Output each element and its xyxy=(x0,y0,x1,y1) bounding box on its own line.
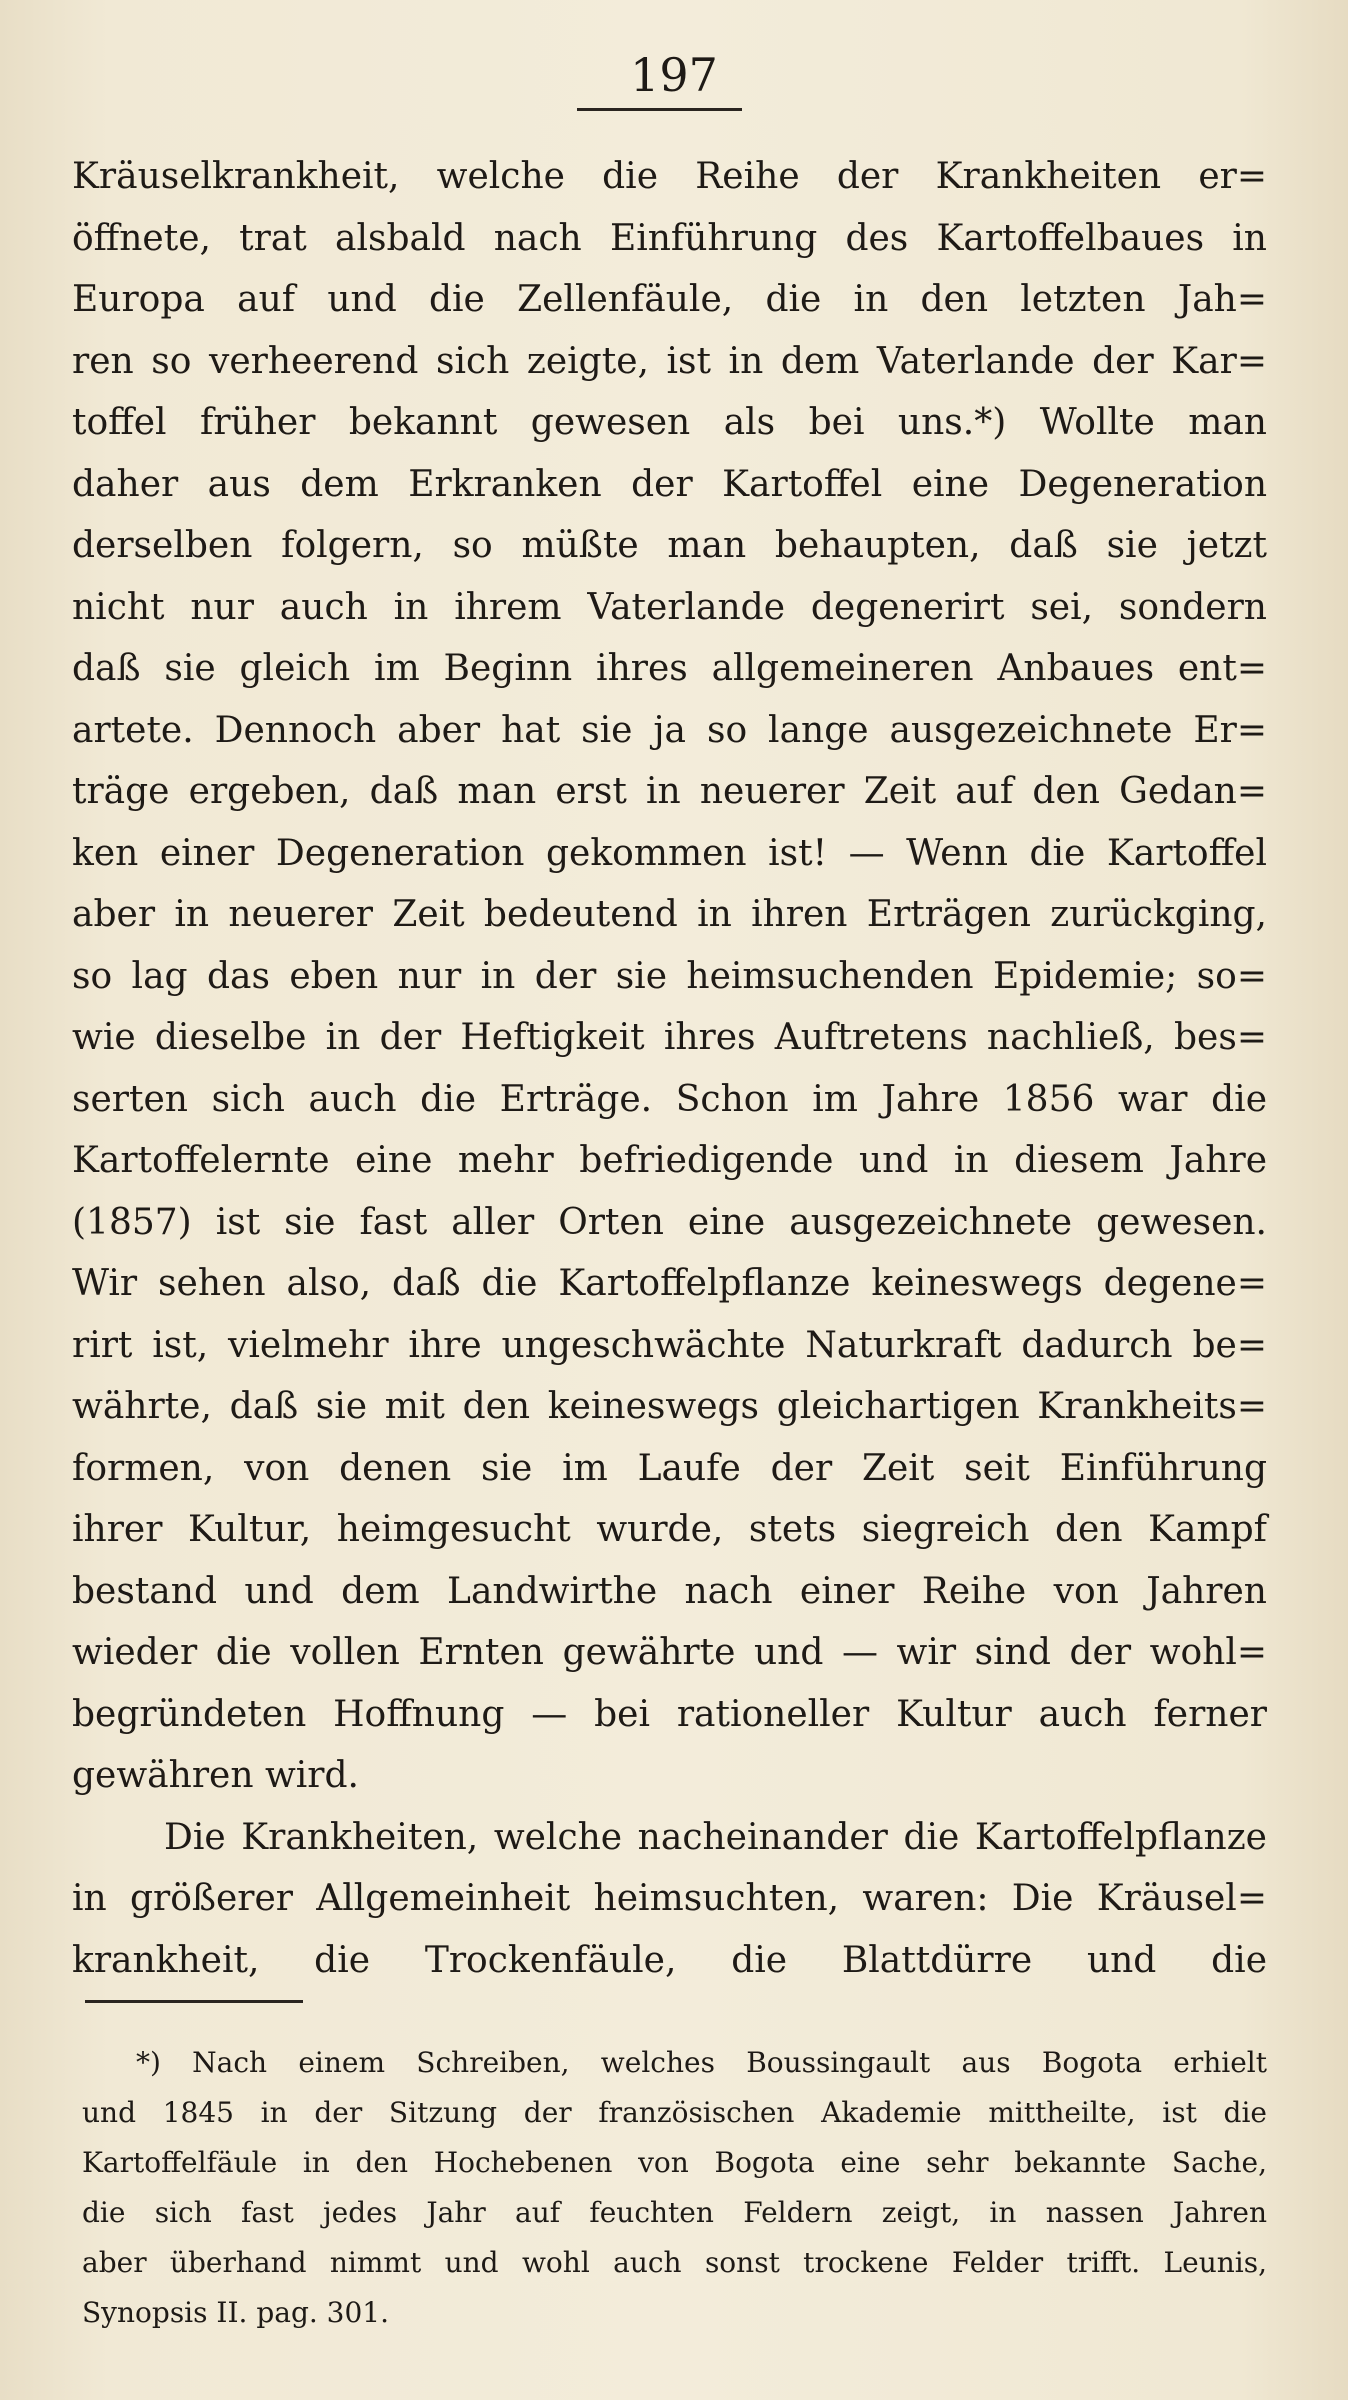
body-line: ihrer Kultur, heimgesucht wurde, stets siegreich den Kampf xyxy=(72,1509,1267,1550)
footnote-line: Synopsis II. pag. 301. xyxy=(82,2296,390,2329)
body-line: Europa auf und die Zellenfäule, die in den letzten Jah= xyxy=(72,279,1267,320)
body-line: bestand und dem Landwirthe nach einer Reihe von Jahren xyxy=(72,1570,1267,1612)
body-line: so lag das eben nur in der sie heimsuchenden Epidemie; so= xyxy=(72,955,1267,997)
page-number: 197 xyxy=(630,48,718,102)
body-line: daher aus dem Erkranken der Kartoffel eine Degeneration xyxy=(72,463,1267,505)
body-line: Wir sehen also, daß die Kartoffelpflanze keineswegs degene= xyxy=(72,1263,1267,1304)
body-line: toffel früher bekannt gewesen als bei uns.*) Wollte man xyxy=(72,402,1267,443)
body-line: Kartoffelernte eine mehr befriedigende und in diesem Jahre xyxy=(72,1140,1267,1181)
body-line: aber in neuerer Zeit bedeutend in ihren Erträgen zurückging, xyxy=(72,894,1267,935)
body-line: serten sich auch die Erträge. Schon im Jahre 1856 war die xyxy=(72,1078,1267,1120)
body-line: träge ergeben, daß man erst in neuerer Zeit auf den Gedan= xyxy=(72,771,1267,812)
body-line: ren so verheerend sich zeigte, ist in dem Vaterlande der Kar= xyxy=(72,340,1267,382)
footnote xyxy=(82,2038,1267,2338)
body-line: rirt ist, vielmehr ihre ungeschwächte Naturkraft dadurch be= xyxy=(72,1324,1267,1366)
footnote-line: *) Nach einem Schreiben, welches Boussingault aus Bogota erhielt xyxy=(136,2046,1267,2079)
body-line: in größerer Allgemeinheit heimsuchten, waren: Die Kräusel= xyxy=(72,1878,1267,1919)
body-line: nicht nur auch in ihrem Vaterlande degenerirt sei, sondern xyxy=(72,586,1267,628)
body-line: krankheit, die Trockenfäule, die Blattdürre und die xyxy=(72,1939,1267,1981)
body-line: derselben folgern, so müßte man behaupten, daß sie jetzt xyxy=(72,525,1267,566)
footnote-rule xyxy=(85,2000,303,2003)
body-line: wieder die vollen Ernten gewährte und — wir sind der wohl= xyxy=(72,1632,1267,1673)
body-line: wie dieselbe in der Heftigkeit ihres Auftretens nachließ, bes= xyxy=(72,1017,1267,1058)
footnote-line: und 1845 in der Sitzung der französischen Akademie mittheilte, ist die xyxy=(82,2096,1267,2129)
body-text xyxy=(72,146,1267,1991)
body-line: Kräuselkrankheit, welche die Reihe der Krankheiten er= xyxy=(72,156,1267,197)
body-line: (1857) ist sie fast aller Orten eine ausgezeichnete gewesen. xyxy=(72,1201,1267,1243)
footnote-line: die sich fast jedes Jahr auf feuchten Feldern zeigt, in nassen Jahren xyxy=(82,2196,1267,2229)
body-line: gewähren wird. xyxy=(72,1755,359,1796)
body-line: ken einer Degeneration gekommen ist! — Wenn die Kartoffel xyxy=(72,832,1267,874)
body-line: Die Krankheiten, welche nacheinander die Kartoffelpflanze xyxy=(164,1816,1267,1858)
body-line: begründeten Hoffnung — bei rationeller Kultur auch ferner xyxy=(72,1693,1267,1735)
body-line: währte, daß sie mit den keineswegs gleichartigen Krankheits= xyxy=(72,1386,1267,1427)
header-rule xyxy=(577,108,742,111)
footnote-line: aber überhand nimmt und wohl auch sonst trockene Felder trifft. Leunis, xyxy=(82,2246,1267,2279)
body-line: daß sie gleich im Beginn ihres allgemeineren Anbaues ent= xyxy=(72,648,1267,689)
footnote-line: Kartoffelfäule in den Hochebenen von Bogota eine sehr bekannte Sache, xyxy=(82,2146,1267,2179)
body-line: artete. Dennoch aber hat sie ja so lange ausgezeichnete Er= xyxy=(72,709,1267,751)
body-line: formen, von denen sie im Laufe der Zeit seit Einführung xyxy=(72,1447,1267,1489)
body-line: öffnete, trat alsbald nach Einführung des Kartoffelbaues in xyxy=(72,217,1267,259)
